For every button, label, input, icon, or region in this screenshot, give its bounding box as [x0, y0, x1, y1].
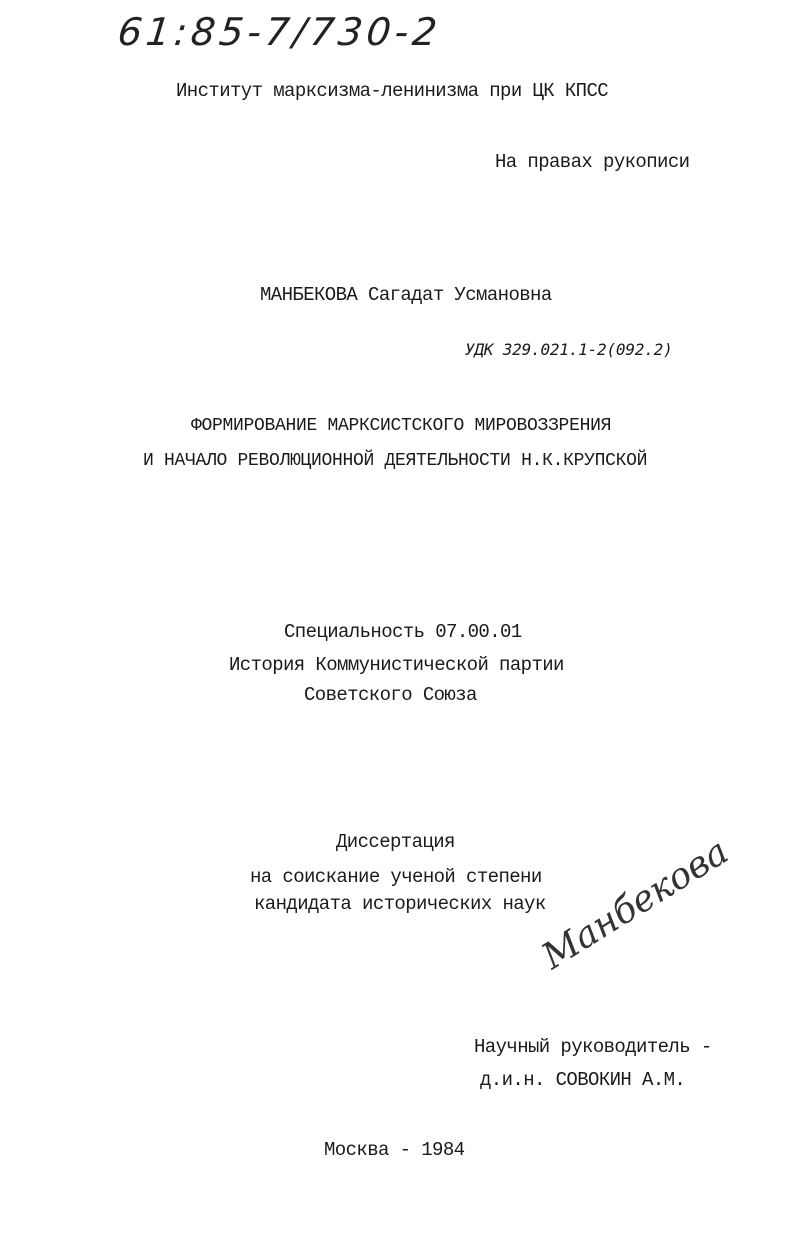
manuscript-rights-note: На правах рукописи	[495, 151, 690, 173]
specialty-code: Специальность 07.00.01	[284, 621, 522, 643]
institute-name: Институт марксизма-ленинизма при ЦК КПСС	[176, 80, 609, 102]
signature-text: Манбекова	[535, 831, 736, 978]
archive-number: 61:85-7/730-2	[115, 10, 443, 54]
author-name: МАНБЕКОВА Сагадат Усмановна	[260, 284, 552, 306]
udc-code: УДК 329.021.1-2(092.2)	[465, 340, 673, 359]
supervisor-label: Научный руководитель -	[474, 1036, 712, 1058]
supervisor-name: д.и.н. СОВОКИН А.М.	[480, 1069, 686, 1091]
specialty-name-line-1: История Коммунистической партии	[229, 654, 564, 676]
dissertation-title-line-1: ФОРМИРОВАНИЕ МАРКСИСТСКОГО МИРОВОЗЗРЕНИЯ	[191, 416, 612, 436]
specialty-name-line-2: Советского Союза	[304, 684, 477, 706]
degree-line-2: кандидата исторических наук	[254, 893, 546, 915]
place-and-year: Москва - 1984	[324, 1139, 465, 1161]
signature-drawing	[535, 831, 736, 980]
dissertation-label: Диссертация	[336, 831, 455, 853]
degree-line-1: на соискание ученой степени	[250, 866, 542, 888]
dissertation-title-line-2: И НАЧАЛО РЕВОЛЮЦИОННОЙ ДЕЯТЕЛЬНОСТИ Н.К.КРУПСКОЙ	[143, 451, 648, 471]
author-signature	[535, 831, 736, 980]
